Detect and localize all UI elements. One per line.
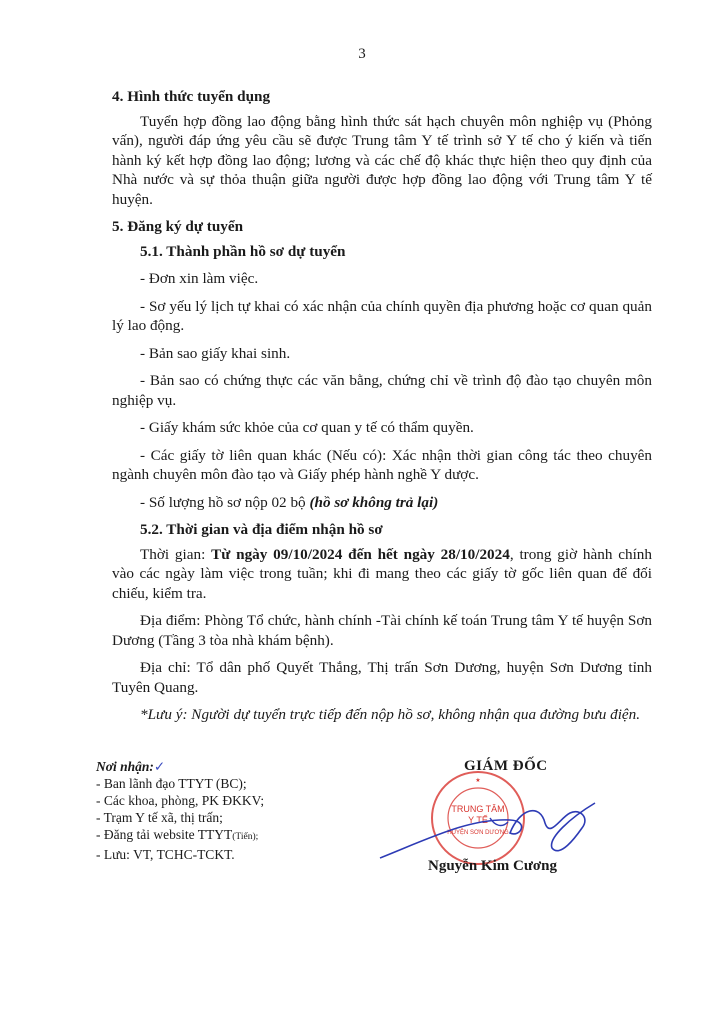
list-item: - Giấy khám sức khỏe của cơ quan y tế có thẩm quyền. [140,419,474,436]
stamp-text-3: HUYỆN SƠN DƯƠNG [447,830,509,836]
note-paragraph: *Lưu ý: Người dự tuyển trực tiếp đến nộp hồ sơ, không nhận qua đường bưu điện. [140,706,641,723]
section-4-heading: 4. Hình thức tuyển dụng [112,88,271,105]
list-item: - Bản sao có chứng thực các văn bằng, chứng chỉ về trình độ đào tạo chuyên môn nghiệp vụ. [112,372,652,409]
recipient-item: - Lưu: VT, TCHC-TCKT. [96,847,235,862]
page-number: 3 [358,46,366,62]
recipients-title: Nơi nhận:✓ [96,759,166,774]
recipient-item: - Các khoa, phòng, PK ĐKKV; [96,793,265,808]
list-item: - Sơ yếu lý lịch tự khai có xác nhận của chính quyền địa phương hoặc cơ quan quản lý lao động. [112,297,652,334]
list-item-last [112,493,652,513]
stamp-text-2: Y TẾ [468,815,488,825]
time-paragraph [112,545,652,604]
svg-text:★: ★ [475,778,481,784]
list-item: - Đơn xin làm việc. [140,270,259,287]
recipient-item: - Đăng tải website TTYT(Tiến); [96,827,259,842]
recipient-item: - Ban lãnh đạo TTYT (BC); [96,776,247,791]
website-note: (Tiến); [232,832,259,842]
section-5-2-heading: 5.2. Thời gian và địa điểm nhận hồ sơ [140,521,383,538]
recipients-block [96,758,356,863]
section-4-paragraph: Tuyển hợp đồng lao động bằng hình thức sát hạch chuyên môn nghiệp vụ (Phỏng vấn), người đáp ứng yêu cầu sẽ được Trung tâm Y tế trình sở Y tế cho ý kiến và tiến hành ký kết hợp đồng lao động; lương và các chế độ khác thực hiện theo quy định của Nhà nước và sự thỏa thuận giữa người được hợp đồng lao động với Trung tâm Y tế huyện. [112,112,652,208]
time-prefix: Thời gian: [140,545,212,563]
section-5-1-heading: 5.1. Thành phần hồ sơ dự tuyển [140,242,346,260]
stamp-text-1: TRUNG TÂM [451,804,505,814]
signature-scribble-icon [370,778,610,868]
section-4 [112,87,652,725]
address-paragraph: Địa chỉ: Tổ dân phố Quyết Thắng, Thị trấn Sơn Dương, huyện Sơn Dương tỉnh Tuyên Quang. [112,659,652,696]
time-suffix: , trong giờ hành chính vào các ngày làm việc trong tuần; khi đi mang theo các giấy tờ gốc liên quan để đối chiếu, kiểm tra. [112,545,652,602]
list-item-last-emph: (hồ sơ không trả lại) [309,493,439,511]
check-mark-icon: ✓ [153,759,166,774]
signer-name: Nguyễn Kim Cương [428,858,557,874]
signer-role: GIÁM ĐỐC [464,758,548,774]
signature-block [370,758,650,888]
recipient-item: - Trạm Y tế xã, thị trấn; [96,810,223,825]
time-dates: Từ ngày 09/10/2024 đến hết ngày 28/10/2024 [211,545,510,563]
section-5-heading: 5. Đăng ký dự tuyển [112,218,244,235]
list-item: - Các giấy tờ liên quan khác (Nếu có): Xác nhận thời gian công tác theo chuyên ngành chuyên môn đào tạo và Giấy phép hành nghề Y dược. [112,446,652,483]
list-item-last-prefix: - Số lượng hồ sơ nộp 02 bộ [140,493,310,511]
place-paragraph: Địa điểm: Phòng Tổ chức, hành chính -Tài chính kế toán Trung tâm Y tế huyện Sơn Dương (Tầng 3 tòa nhà khám bệnh). [112,612,652,649]
list-item: - Bản sao giấy khai sinh. [140,344,291,362]
